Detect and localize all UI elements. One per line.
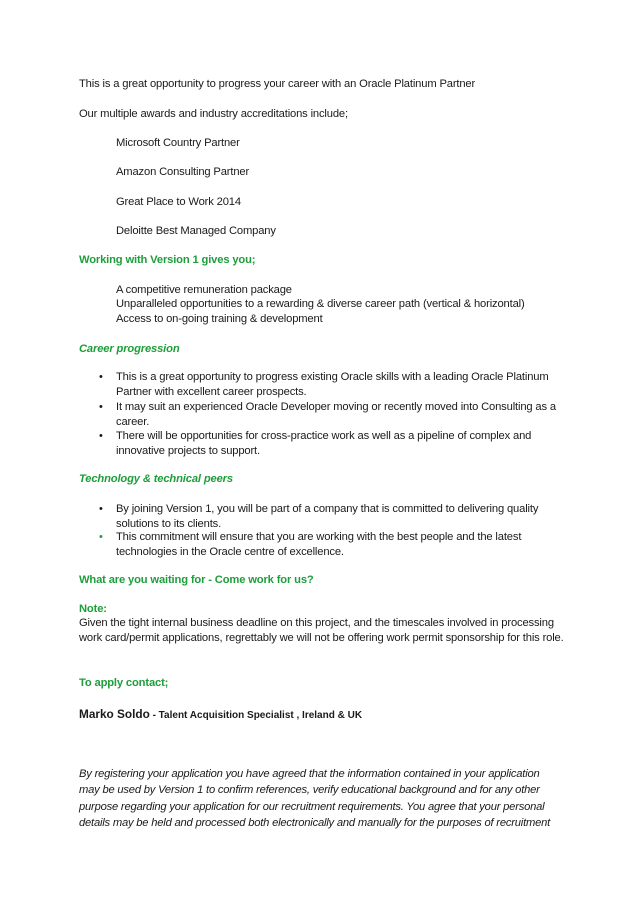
bullet-text: There will be opportunities for cross-practice work as well as a pipeline of complex and innovative projects to support. xyxy=(116,430,532,457)
bullet-text: This commitment will ensure that you are working with the best people and the latest technologies in the Oracle centre of excellence. xyxy=(116,531,522,558)
bullet-text: By joining Version 1, you will be part of a company that is committed to delivering quality solutions to its clients. xyxy=(116,503,539,530)
benefit-item: A competitive remuneration package xyxy=(116,284,292,296)
award-item: Deloitte Best Managed Company xyxy=(116,225,276,237)
note-heading: Note: xyxy=(79,603,107,615)
accreditations-intro: Our multiple awards and industry accreditations include; xyxy=(79,108,348,120)
contact-role: - Talent Acquisition Specialist , Ireland & UK xyxy=(149,710,363,721)
technology-heading: Technology & technical peers xyxy=(79,473,233,485)
apply-heading: To apply contact; xyxy=(79,677,169,689)
award-item: Amazon Consulting Partner xyxy=(116,166,250,178)
bullet-icon: • xyxy=(99,503,103,515)
contact-name: Marko Soldo xyxy=(79,707,150,721)
bullet-icon: • xyxy=(99,371,103,383)
note-text: Given the tight internal business deadline on this project, and the timescales involved in processing work card/permit applications, regrettably we will not be offering work permit sponsorship for this role. xyxy=(79,617,564,644)
benefit-item: Unparalleled opportunities to a rewarding & diverse career path (vertical & horizontal) xyxy=(116,298,525,310)
disclaimer-text: By registering your application you have agreed that the information contained in your application may be used by Version 1 to confirm references, verify educational background and for any other purpose regarding your application for our recruitment requirements. You agree that your personal details may be held and processed both electronically and manually for the purposes of recruitment xyxy=(79,768,551,830)
award-item: Great Place to Work 2014 xyxy=(116,196,241,208)
working-heading: Working with Version 1 gives you; xyxy=(79,254,256,266)
contact-line xyxy=(79,707,362,724)
bullet-text: It may suit an experienced Oracle Developer moving or recently moved into Consulting as a career. xyxy=(116,401,556,428)
benefit-item: Access to on-going training & development xyxy=(116,313,323,325)
award-item: Microsoft Country Partner xyxy=(116,137,240,149)
bullet-icon: • xyxy=(99,430,103,442)
intro-line: This is a great opportunity to progress your career with an Oracle Platinum Partner xyxy=(79,78,476,90)
bullet-text: This is a great opportunity to progress existing Oracle skills with a leading Oracle Platinum Partner with excellent career prospects. xyxy=(116,371,549,398)
career-heading: Career progression xyxy=(79,343,180,355)
bullet-icon: • xyxy=(99,401,103,413)
bullet-icon: • xyxy=(99,531,103,543)
cta-heading: What are you waiting for - Come work for us? xyxy=(79,574,314,586)
